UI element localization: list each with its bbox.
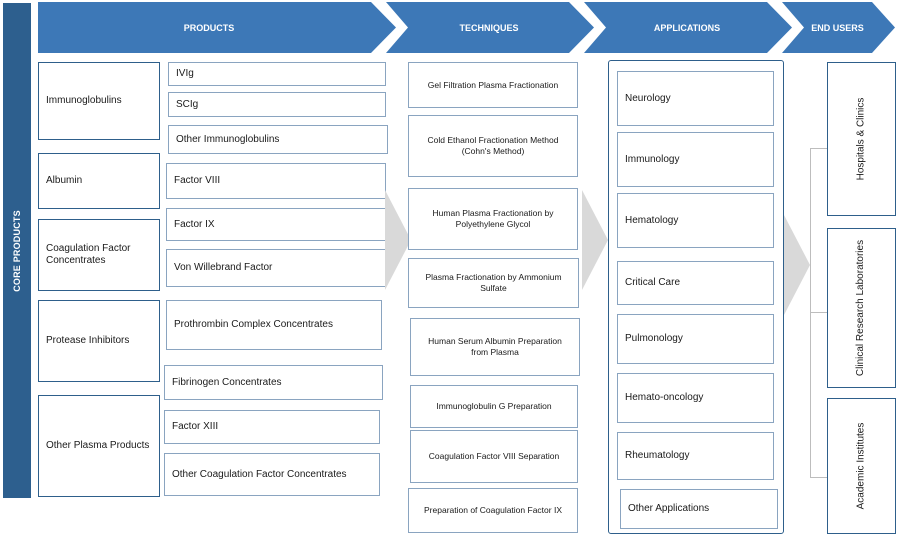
end-user-hospitals-clinics: Hospitals & Clinics <box>827 62 896 216</box>
technique-factor-viii-separation: Coagulation Factor VIII Separation <box>410 430 578 483</box>
subtype-ivig: IVIg <box>168 62 386 86</box>
category-immunoglobulins: Immunoglobulins <box>38 62 160 140</box>
application-immunology: Immunology <box>617 132 774 187</box>
application-pulmonology: Pulmonology <box>617 314 774 364</box>
technique-cold-ethanol: Cold Ethanol Fractionation Method (Cohn's Method) <box>408 115 578 177</box>
application-hemato-oncology: Hemato-oncology <box>617 373 774 423</box>
header-techniques: TECHNIQUES <box>386 2 594 53</box>
subtype-other-immunoglobulins: Other Immunoglobulins <box>168 125 388 154</box>
technique-ammonium-sulfate: Plasma Fractionation by Ammonium Sulfate <box>408 258 579 308</box>
end-users-connector-mid <box>810 312 828 313</box>
application-rheumatology: Rheumatology <box>617 432 774 480</box>
end-users-connector <box>810 148 828 478</box>
subtype-factor-viii: Factor VIII <box>166 163 386 199</box>
subtype-factor-ix: Factor IX <box>166 208 387 241</box>
category-other-plasma-products: Other Plasma Products <box>38 395 160 497</box>
end-user-clinical-research-labs: Clinical Research Laboratories <box>827 228 896 388</box>
subtype-prothrombin-complex-concentrates: Prothrombin Complex Concentrates <box>166 300 382 350</box>
category-albumin: Albumin <box>38 153 160 209</box>
application-other: Other Applications <box>620 489 778 529</box>
technique-human-serum-albumin: Human Serum Albumin Preparation from Plasma <box>410 318 580 376</box>
core-products-label: CORE PRODUCTS <box>12 209 22 292</box>
technique-immunoglobulin-g: Immunoglobulin G Preparation <box>410 385 578 428</box>
core-products-bar <box>3 3 31 498</box>
flow-arrow-techniques-applications <box>582 190 608 290</box>
end-user-academic-institutes: Academic Institutes <box>827 398 896 534</box>
technique-gel-filtration: Gel Filtration Plasma Fractionation <box>408 62 578 108</box>
application-neurology: Neurology <box>617 71 774 126</box>
subtype-scig: SCIg <box>168 92 386 117</box>
category-coagulation-factor-concentrates: Coagulation Factor Concentrates <box>38 219 160 291</box>
subtype-factor-xiii: Factor XIII <box>164 410 380 444</box>
technique-polyethylene-glycol: Human Plasma Fractionation by Polyethylene Glycol <box>408 188 578 250</box>
subtype-von-willebrand-factor: Von Willebrand Factor <box>166 249 386 287</box>
application-critical-care: Critical Care <box>617 261 774 305</box>
application-hematology: Hematology <box>617 193 774 248</box>
technique-factor-ix-preparation: Preparation of Coagulation Factor IX <box>408 488 578 533</box>
header-products: PRODUCTS <box>38 2 396 53</box>
flow-arrow-applications-endusers <box>784 215 810 315</box>
header-end-users: END USERS <box>782 2 895 53</box>
category-protease-inhibitors: Protease Inhibitors <box>38 300 160 382</box>
subtype-other-coagulation-factor-concentrates: Other Coagulation Factor Concentrates <box>164 453 380 496</box>
subtype-fibrinogen-concentrates: Fibrinogen Concentrates <box>164 365 383 400</box>
header-applications: APPLICATIONS <box>584 2 792 53</box>
